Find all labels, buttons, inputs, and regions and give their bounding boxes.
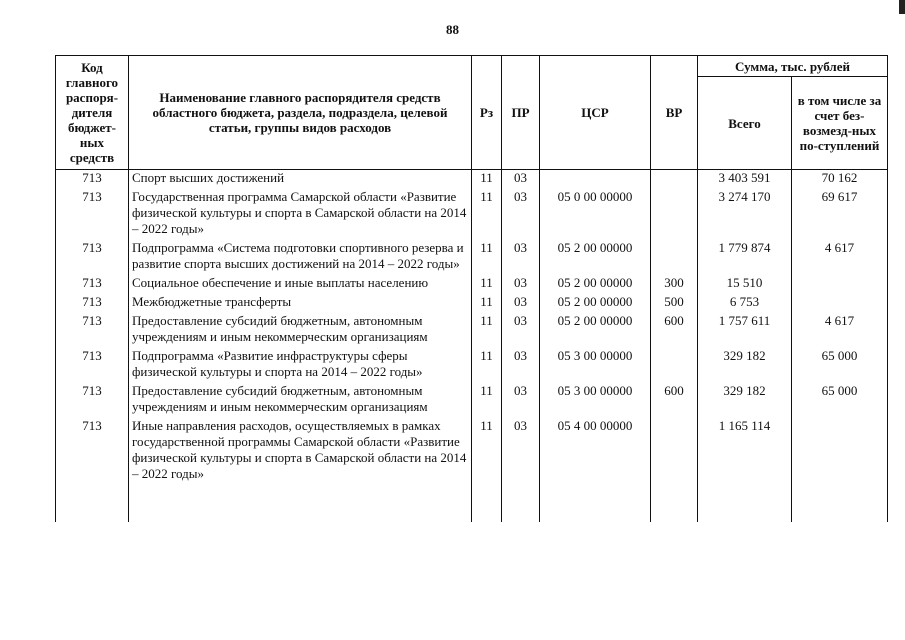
- budget-table: [55, 55, 888, 522]
- cell-total: 329 182: [698, 348, 792, 383]
- cell-vr: 300: [651, 275, 698, 294]
- cell-code: 713: [56, 240, 129, 275]
- header-csr: ЦСР: [540, 56, 651, 170]
- cell-csr: 05 2 00 00000: [540, 275, 651, 294]
- cell-vr: [651, 189, 698, 240]
- cell-free: [792, 294, 888, 313]
- header-sum: Сумма, тыс. рублей: [698, 56, 888, 77]
- cell-pr: 03: [502, 418, 540, 522]
- cell-code: 713: [56, 383, 129, 418]
- cell-code: 713: [56, 275, 129, 294]
- cell-vr: 500: [651, 294, 698, 313]
- cell-name: Подпрограмма «Система подготовки спортивного резерва и развитие спорта высших достижений на 2014 – 2022 годы»: [129, 240, 472, 275]
- header-code: Код главного распоря-дителя бюджет-ных средств: [56, 56, 129, 170]
- cell-rz: 11: [472, 418, 502, 522]
- cell-total: 3 274 170: [698, 189, 792, 240]
- cell-free: 4 617: [792, 240, 888, 275]
- cell-name: Социальное обеспечение и иные выплаты населению: [129, 275, 472, 294]
- header-free: в том числе за счет без-возмезд-ных по-ступлений: [792, 77, 888, 170]
- cell-pr: 03: [502, 383, 540, 418]
- cell-pr: 03: [502, 170, 540, 190]
- cell-free: [792, 418, 888, 522]
- cell-free: 65 000: [792, 348, 888, 383]
- cell-vr: [651, 170, 698, 190]
- cell-rz: 11: [472, 294, 502, 313]
- cell-csr: 05 0 00 00000: [540, 189, 651, 240]
- cell-csr: 05 2 00 00000: [540, 313, 651, 348]
- page-edge-mark: [899, 0, 905, 14]
- cell-free: 4 617: [792, 313, 888, 348]
- cell-name: Спорт высших достижений: [129, 170, 472, 190]
- cell-name: Межбюджетные трансферты: [129, 294, 472, 313]
- cell-free: [792, 275, 888, 294]
- header-vr: ВР: [651, 56, 698, 170]
- table-row: [56, 189, 888, 240]
- cell-pr: 03: [502, 294, 540, 313]
- cell-code: 713: [56, 348, 129, 383]
- cell-name: Иные направления расходов, осуществляемых в рамках государственной программы Самарской области «Развитие физической культуры и спорта в Самарской области на 2014 – 2022 годы»: [129, 418, 472, 522]
- cell-pr: 03: [502, 189, 540, 240]
- cell-total: 1 165 114: [698, 418, 792, 522]
- cell-csr: 05 2 00 00000: [540, 240, 651, 275]
- cell-total: 6 753: [698, 294, 792, 313]
- cell-name: Предоставление субсидий бюджетным, автономным учреждениям и иным некоммерческим организациям: [129, 313, 472, 348]
- cell-csr: 05 4 00 00000: [540, 418, 651, 522]
- cell-vr: [651, 240, 698, 275]
- table-row: [56, 313, 888, 348]
- table-header: [56, 56, 888, 170]
- cell-csr: 05 3 00 00000: [540, 348, 651, 383]
- cell-code: 713: [56, 313, 129, 348]
- table-body: [56, 170, 888, 523]
- cell-rz: 11: [472, 275, 502, 294]
- table-row: [56, 240, 888, 275]
- cell-code: 713: [56, 170, 129, 190]
- cell-name: Подпрограмма «Развитие инфраструктуры сферы физической культуры и спорта на 2014 – 2022 годы»: [129, 348, 472, 383]
- cell-csr: [540, 170, 651, 190]
- cell-rz: 11: [472, 348, 502, 383]
- cell-free: 70 162: [792, 170, 888, 190]
- cell-vr: 600: [651, 383, 698, 418]
- table-row: [56, 294, 888, 313]
- cell-code: 713: [56, 418, 129, 522]
- cell-total: 1 757 611: [698, 313, 792, 348]
- cell-csr: 05 3 00 00000: [540, 383, 651, 418]
- cell-rz: 11: [472, 313, 502, 348]
- cell-vr: [651, 418, 698, 522]
- cell-total: 329 182: [698, 383, 792, 418]
- cell-free: 65 000: [792, 383, 888, 418]
- cell-vr: 600: [651, 313, 698, 348]
- header-pr: ПР: [502, 56, 540, 170]
- cell-csr: 05 2 00 00000: [540, 294, 651, 313]
- page-number: 88: [446, 22, 459, 37]
- cell-name: Предоставление субсидий бюджетным, автономным учреждениям и иным некоммерческим организациям: [129, 383, 472, 418]
- header-rz: Рз: [472, 56, 502, 170]
- cell-code: 713: [56, 294, 129, 313]
- cell-pr: 03: [502, 313, 540, 348]
- header-name: Наименование главного распорядителя средств областного бюджета, раздела, подраздела, целевой статьи, группы видов расходов: [129, 56, 472, 170]
- cell-pr: 03: [502, 348, 540, 383]
- table-row: [56, 348, 888, 383]
- cell-total: 15 510: [698, 275, 792, 294]
- cell-rz: 11: [472, 170, 502, 190]
- cell-pr: 03: [502, 240, 540, 275]
- cell-pr: 03: [502, 275, 540, 294]
- cell-rz: 11: [472, 240, 502, 275]
- table-row: [56, 383, 888, 418]
- cell-code: 713: [56, 189, 129, 240]
- table-row: [56, 418, 888, 522]
- cell-name: Государственная программа Самарской области «Развитие физической культуры и спорта в Самарской области на 2014 – 2022 годы»: [129, 189, 472, 240]
- cell-free: 69 617: [792, 189, 888, 240]
- header-total: Всего: [698, 77, 792, 170]
- cell-vr: [651, 348, 698, 383]
- table-row: [56, 170, 888, 190]
- cell-total: 1 779 874: [698, 240, 792, 275]
- table-row: [56, 275, 888, 294]
- cell-total: 3 403 591: [698, 170, 792, 190]
- cell-rz: 11: [472, 383, 502, 418]
- cell-rz: 11: [472, 189, 502, 240]
